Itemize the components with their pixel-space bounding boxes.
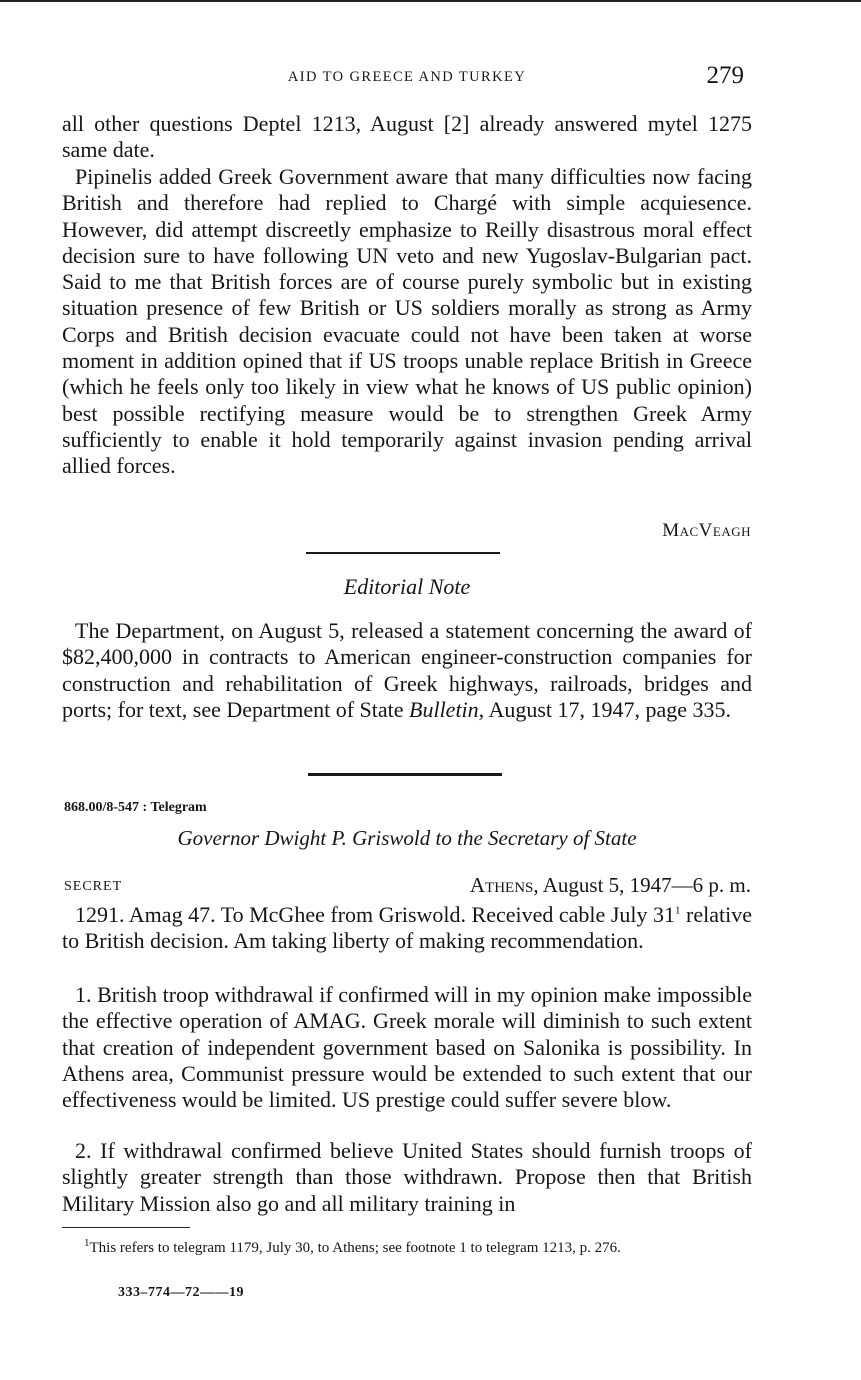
editorial-note-text-end: August 17, 1947, page 335. — [484, 696, 732, 722]
point-1: 1. British troop withdrawal if confirmed will in my opinion make impossible the effective operation of AMAG. Greek morale will diminish to such extent that creation of independent government based on Salonika is possibility. In Athens area, Communist pressure would be extended to such extent that our effectiveness would be limited. US prestige could suffer severe blow. — [62, 982, 752, 1113]
running-head: AID TO GREECE AND TURKEY — [287, 69, 527, 85]
telegram-intro-start: 1291. Amag 47. To McGhee from Griswold. Received cable July 31 — [75, 902, 676, 927]
editorial-note-text — [62, 618, 752, 723]
signature: MacVeagh — [662, 520, 751, 541]
document-title: Governor Dwight P. Griswold to the Secretary of State — [177, 826, 637, 850]
bulletin-title: Bulletin, — [409, 696, 485, 722]
dateline-date: August 5, 1947—6 p. m. — [542, 873, 751, 897]
telegram-continuation: all other questions Deptel 1213, August [2] already answered mytel 1275 same date. — [62, 111, 752, 163]
section-divider-2 — [308, 773, 502, 776]
top-border-line — [0, 0, 861, 2]
editorial-note-text-start: The Department, on August 5, released a statement concerning the award of $82,400,000 in contracts to American engineer-construction companies for construction and rehabilitation of Greek highways, railroads, bridges and ports; for text, see Department of State — [62, 618, 752, 722]
footnote-rule — [62, 1227, 190, 1228]
classification: SECRET — [64, 879, 123, 894]
editorial-note-title: Editorial Note — [343, 574, 471, 599]
telegram-intro — [62, 902, 752, 955]
footnote-text: This refers to telegram 1179, July 30, to Athens; see footnote 1 to telegram 1213, p. 276. — [89, 1240, 621, 1256]
page-header — [62, 62, 752, 94]
printer-code: 333–774—72——19 — [118, 1285, 244, 1300]
dateline-place: Athens, — [469, 873, 539, 897]
file-number: 868.00/8-547 : Telegram — [64, 800, 207, 815]
telegram-paragraph: Pipinelis added Greek Government aware that many difficulties now facing British and therefore had replied to Chargé with simple acquiesence. However, did attempt discreetly emphasize to Reilly disastrous moral effect decision sure to have following UN veto and new Yugoslav-Bulgarian pact. Said to me that British forces are of course purely symbolic but in existing situation presence of few British or US soldiers morally as strong as Army Corps and British decision evacuate could not have been taken at worse moment in addition opined that if US troops unable replace British in Greece (which he feels only too likely in view what he knows of US public opinion) best possible rectifying measure would be to strengthen Greek Army sufficiently to enable it hold temporarily against invasion pending arrival allied forces. — [62, 164, 752, 479]
telegram-intro-end: relative to British decision. Am taking liberty of making recommendation. — [62, 902, 752, 954]
footnote-marker: 1 — [84, 1237, 90, 1249]
section-divider — [306, 552, 500, 554]
footnote-reference: 1 — [675, 904, 681, 917]
point-2: 2. If withdrawal confirmed believe United States should furnish troops of slightly greater strength than those withdrawn. Propose then that British Military Mission also go and all military training in — [62, 1138, 752, 1216]
dateline — [470, 873, 751, 898]
page-number: 279 — [706, 62, 744, 89]
footnote — [62, 1237, 752, 1257]
